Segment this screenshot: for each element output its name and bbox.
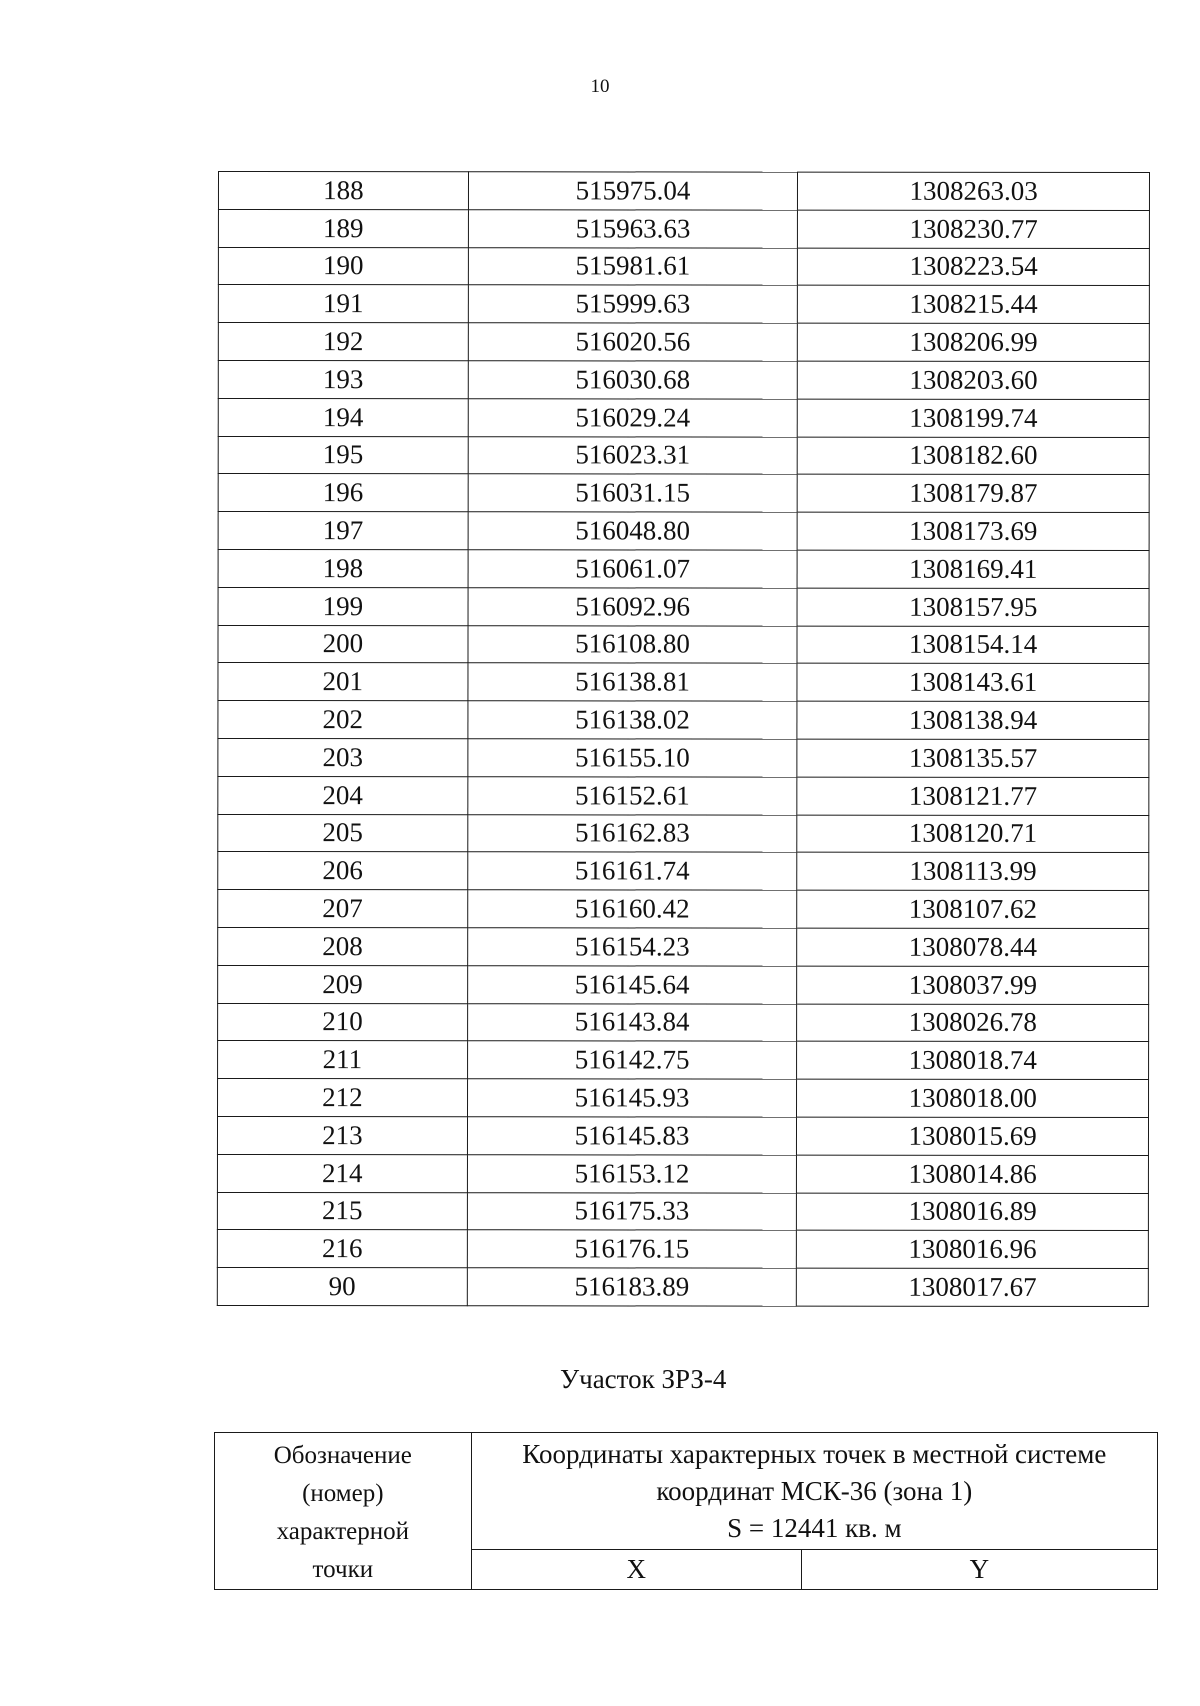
table-row: [218, 285, 1149, 324]
point-number-cell: 191: [218, 285, 468, 323]
point-number-cell: 192: [218, 323, 468, 361]
table-row: [218, 814, 1149, 853]
group-header-line: Координаты характерных точек в местной системе: [522, 1439, 1107, 1470]
point-number-cell: 195: [218, 436, 468, 474]
designation-line: точки: [312, 1556, 374, 1583]
table-row: [218, 512, 1149, 551]
table-row: [218, 701, 1149, 740]
point-number-cell: 204: [218, 776, 468, 814]
point-number-cell: 207: [218, 890, 468, 928]
y-coordinate-cell: 1308037.99: [797, 966, 1149, 1004]
header-row-group: [215, 1433, 1158, 1550]
table-row: [217, 1268, 1148, 1307]
table-row: [218, 172, 1149, 211]
point-number-cell: 188: [218, 172, 468, 210]
x-coordinate-cell: 516023.31: [468, 436, 798, 474]
x-coordinate-cell: 516145.64: [467, 965, 797, 1003]
y-coordinate-cell: 1308017.67: [797, 1268, 1149, 1306]
y-coordinate-cell: 1308135.57: [797, 739, 1149, 777]
x-coordinate-cell: 516183.89: [467, 1268, 797, 1306]
y-coordinate-cell: 1308138.94: [797, 701, 1149, 739]
point-number-cell: 193: [218, 360, 468, 398]
y-coordinate-cell: 1308018.00: [797, 1079, 1149, 1117]
coordinates-header-table: [214, 1432, 1158, 1590]
point-number-cell: 199: [218, 587, 468, 625]
coordinates-group-header: [471, 1433, 1157, 1550]
y-coordinate-cell: 1308121.77: [797, 777, 1149, 815]
table-row: [218, 965, 1149, 1004]
x-coordinate-cell: 516145.93: [467, 1079, 797, 1117]
x-coordinate-cell: 516048.80: [468, 512, 798, 550]
y-coordinate-cell: 1308120.71: [797, 815, 1149, 853]
point-number-cell: 190: [218, 247, 468, 285]
point-number-cell: 209: [218, 965, 468, 1003]
x-coordinate-cell: 516145.83: [467, 1117, 797, 1155]
y-coordinate-cell: 1308078.44: [797, 928, 1149, 966]
point-number-cell: 214: [217, 1154, 467, 1192]
point-number-cell: 205: [218, 814, 468, 852]
x-coordinate-cell: 516092.96: [468, 588, 798, 626]
point-number-cell: 189: [218, 209, 468, 247]
table-row: [218, 1003, 1149, 1042]
table-row: [218, 738, 1149, 777]
x-coordinate-cell: 516175.33: [467, 1192, 797, 1230]
table-row: [218, 360, 1149, 399]
y-coordinate-cell: 1308016.96: [797, 1230, 1149, 1268]
x-coordinate-cell: 516142.75: [467, 1041, 797, 1079]
x-coordinate-cell: 516031.15: [468, 474, 798, 512]
point-number-cell: 210: [218, 1003, 468, 1041]
point-number-cell: 201: [218, 663, 468, 701]
table-row: [217, 1116, 1148, 1155]
x-coordinate-cell: 515981.61: [468, 247, 798, 285]
y-coordinate-cell: 1308263.03: [798, 172, 1150, 210]
x-coordinate-cell: 515975.04: [468, 172, 798, 210]
y-coordinate-cell: 1308203.60: [798, 361, 1150, 399]
x-coordinate-cell: 516061.07: [468, 550, 798, 588]
point-number-cell: 90: [217, 1268, 467, 1306]
y-coordinate-cell: 1308206.99: [798, 323, 1150, 361]
designation-line: характерной: [276, 1518, 410, 1545]
x-coordinate-cell: 516162.83: [467, 814, 797, 852]
y-coordinate-cell: 1308169.41: [797, 550, 1149, 588]
point-number-cell: 202: [218, 701, 468, 739]
x-coordinate-cell: 516176.15: [467, 1230, 797, 1268]
coordinates-table: [217, 171, 1150, 1307]
y-coordinate-cell: 1308173.69: [797, 512, 1149, 550]
y-coordinate-cell: 1308014.86: [797, 1155, 1149, 1193]
x-coordinate-cell: 516029.24: [468, 399, 798, 437]
page-number: 10: [590, 76, 610, 97]
table-row: [217, 1154, 1148, 1193]
x-coordinate-cell: 516030.68: [468, 361, 798, 399]
x-coordinate-cell: 516138.81: [468, 663, 798, 701]
table-row: [218, 549, 1149, 588]
section-title: Участок ЗРЗ-4: [560, 1364, 727, 1394]
x-coordinate-cell: 516143.84: [467, 1003, 797, 1041]
table-row: [218, 247, 1149, 286]
table-row: [218, 398, 1149, 437]
y-coordinate-cell: 1308154.14: [797, 626, 1149, 664]
x-coordinate-cell: 516154.23: [467, 928, 797, 966]
y-coordinate-cell: 1308026.78: [797, 1004, 1149, 1042]
x-coordinate-cell: 516160.42: [467, 890, 797, 928]
table-row: [217, 1230, 1148, 1269]
y-coordinate-cell: 1308215.44: [798, 285, 1150, 323]
point-number-cell: 203: [218, 738, 468, 776]
coordinates-table-body: [217, 172, 1149, 1307]
point-number-cell: 212: [218, 1079, 468, 1117]
x-coordinate-cell: 516152.61: [468, 777, 798, 815]
point-number-cell: 216: [217, 1230, 467, 1268]
y-coordinate-cell: 1308107.62: [797, 890, 1149, 928]
table-row: [218, 587, 1149, 626]
x-coordinate-cell: 516138.02: [468, 701, 798, 739]
designation-header: [215, 1433, 472, 1590]
table-row: [218, 1079, 1149, 1118]
y-coordinate-cell: 1308199.74: [798, 399, 1150, 437]
point-number-cell: 208: [218, 927, 468, 965]
point-number-cell: 198: [218, 549, 468, 587]
y-coordinate-cell: 1308018.74: [797, 1041, 1149, 1079]
point-number-cell: 196: [218, 474, 468, 512]
table-row: [218, 663, 1149, 702]
point-number-cell: 213: [217, 1116, 467, 1154]
point-number-cell: 206: [218, 852, 468, 890]
table-row: [217, 1192, 1148, 1231]
point-number-cell: 215: [217, 1192, 467, 1230]
y-column-header: Y: [801, 1549, 1157, 1589]
y-coordinate-cell: 1308143.61: [797, 663, 1149, 701]
table-row: [218, 474, 1149, 513]
designation-line: (номер): [302, 1480, 384, 1507]
point-number-cell: 200: [218, 625, 468, 663]
y-coordinate-cell: 1308015.69: [797, 1117, 1149, 1155]
group-header-line: S = 12441 кв. м: [727, 1513, 902, 1544]
y-coordinate-cell: 1308157.95: [797, 588, 1149, 626]
y-coordinate-cell: 1308230.77: [798, 210, 1150, 248]
y-coordinate-cell: 1308182.60: [798, 437, 1150, 475]
table-row: [218, 323, 1149, 362]
point-number-cell: 194: [218, 398, 468, 436]
x-coordinate-cell: 515963.63: [468, 210, 798, 248]
table-row: [218, 890, 1149, 929]
table-row: [218, 209, 1149, 248]
x-column-header: X: [471, 1549, 801, 1589]
point-number-cell: 211: [218, 1041, 468, 1079]
table-row: [218, 436, 1149, 475]
table-row: [218, 776, 1149, 815]
table-row: [218, 927, 1149, 966]
y-coordinate-cell: 1308113.99: [797, 852, 1149, 890]
point-number-cell: 197: [218, 512, 468, 550]
x-coordinate-cell: 516153.12: [467, 1154, 797, 1192]
x-coordinate-cell: 516108.80: [468, 625, 798, 663]
designation-line: Обозначение: [273, 1442, 412, 1469]
group-header-line: координат МСК-36 (зона 1): [656, 1476, 973, 1507]
x-coordinate-cell: 516155.10: [468, 739, 798, 777]
x-coordinate-cell: 515999.63: [468, 285, 798, 323]
y-coordinate-cell: 1308179.87: [798, 474, 1150, 512]
x-coordinate-cell: 516020.56: [468, 323, 798, 361]
x-coordinate-cell: 516161.74: [467, 852, 797, 890]
y-coordinate-cell: 1308016.89: [797, 1193, 1149, 1231]
y-coordinate-cell: 1308223.54: [798, 248, 1150, 286]
table-row: [218, 852, 1149, 891]
table-row: [218, 1041, 1149, 1080]
table-row: [218, 625, 1149, 664]
